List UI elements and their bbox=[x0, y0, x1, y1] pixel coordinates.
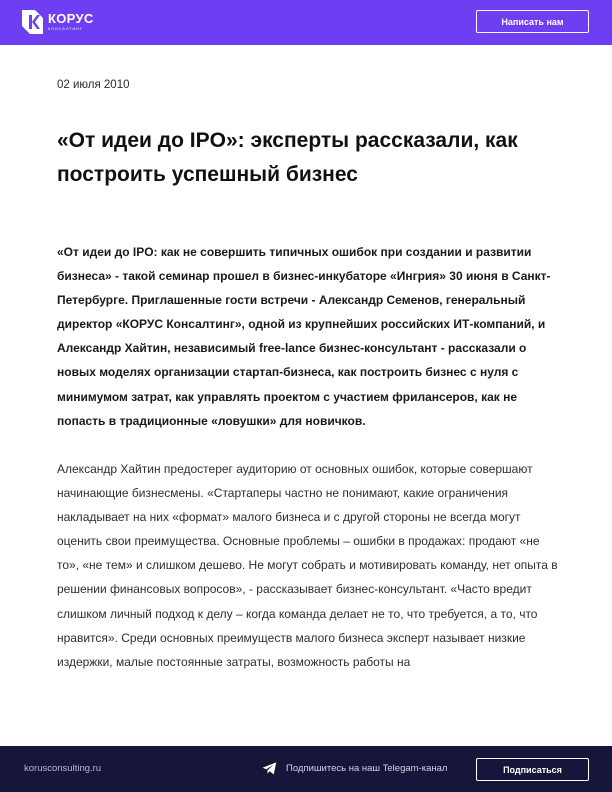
footer-site-link[interactable]: korusconsulting.ru bbox=[24, 763, 102, 774]
article-title: «От идеи до IPO»: эксперты рассказали, как построить успешный бизнес bbox=[57, 129, 518, 186]
telegram-subscribe-link[interactable] bbox=[262, 762, 447, 775]
korus-logo[interactable] bbox=[22, 10, 94, 34]
korus-logo-icon bbox=[22, 10, 43, 34]
logo-wordmark bbox=[48, 12, 94, 32]
article-body: Александр Хайтин предостерег аудиторию от основных ошибок, которые совершают начинающие бизнесмены. «Стартаперы частно не понимают, какие ограничения накладывает на них «формат» малого бизнеса и с другой стороны не всегда могут оценить свои преимущества. Основные проблемы – ошибки в продажах: продают «не то», «не тем» и слишком дешево. Не могут собрать и мотивировать команду, нет опыта в решении финансовых вопросов», - рассказывает бизнес-консультант. «Часто вредит слишком личный подход к делу – когда команда делает не то, что требуется, а то, что нравится». Среди основных преимуществ малого бизнеса эксперт называет низкие издержки, малые постоянные затраты, возможность работы на bbox=[57, 462, 558, 669]
article-date: 02 июля 2010 bbox=[57, 79, 130, 91]
subscribe-button[interactable]: Подписаться bbox=[476, 758, 589, 781]
article-lead: «От идеи до IPO: как не совершить типичных ошибок при создании и развитии бизнеса» - такой семинар прошел в бизнес-инкубаторе «Ингрия» 30 июня в Санкт-Петербурге. Приглашенные гости встречи - Александр Семенов, генеральный директор «КОРУС Консалтинг», одной из крупнейших российских ИТ-компаний, и Александр Хайтин, независимый free-lance бизнес-консультант - рассказали о новых моделях организации стартап-бизнеса, как построить бизнес с нуля с минимумом затрат, как управлять проектом с участием фрилансеров, как не попасть в традиционные «ловушки» для новичков. bbox=[57, 245, 551, 428]
logo-title: КОРУС bbox=[48, 11, 94, 26]
telegram-icon bbox=[262, 762, 277, 775]
logo-subtitle: КОНСАЛТИНГ bbox=[48, 26, 83, 31]
site-footer bbox=[0, 746, 612, 792]
site-header bbox=[0, 0, 612, 45]
telegram-label: Подпишитесь на наш Telegam-канал bbox=[286, 763, 448, 774]
contact-us-button[interactable]: Написать нам bbox=[476, 10, 589, 33]
